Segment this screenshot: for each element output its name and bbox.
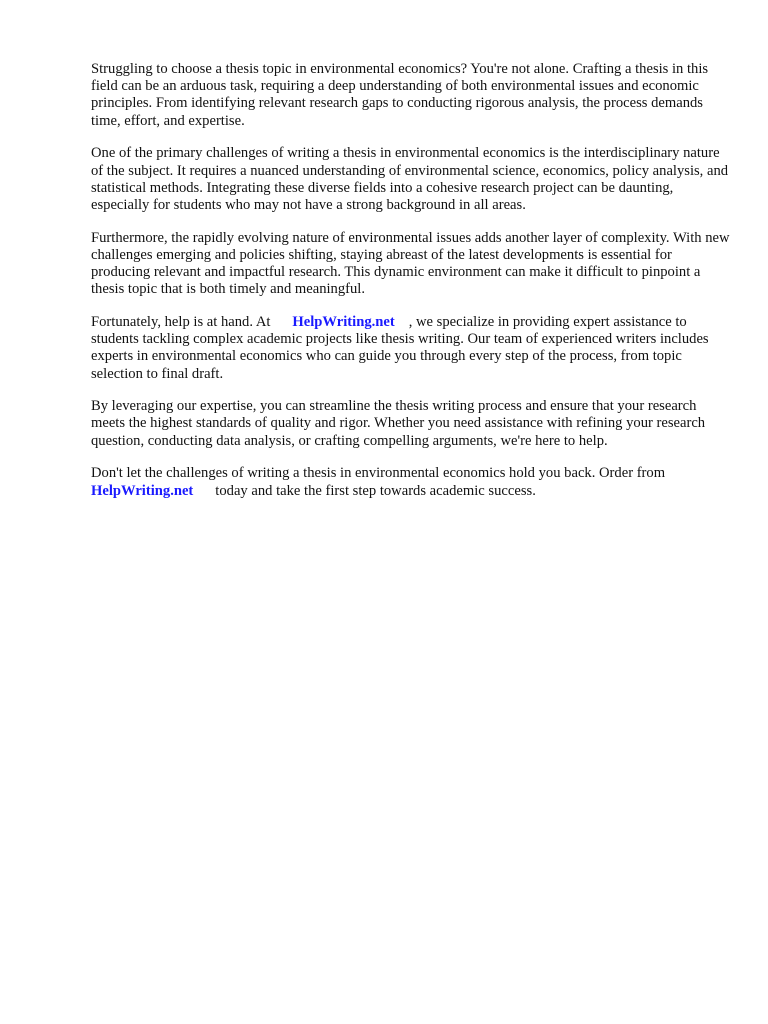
paragraph-intro: Struggling to choose a thesis topic in environmental economics? You're not alone. Crafting a thesis in this field can be an arduous task, requiring a deep understanding of both environmental issues and economic principles. From identifying relevant research gaps to conducting rigorous analysis, the process demands time, effort, and expertise.	[91, 61, 709, 129]
document-page	[91, 61, 731, 515]
paragraph-cta-text-before: Don't let the challenges of writing a thesis in environmental economics hold you back. Order from	[91, 465, 666, 482]
paragraph-help	[91, 314, 731, 383]
paragraph-help-text-before: Fortunately, help is at hand. At	[91, 313, 271, 330]
helpwriting-link-order[interactable]: HelpWriting.net	[91, 482, 194, 499]
paragraph-challenges: One of the primary challenges of writing a thesis in environmental economics is the interdisciplinary nature of the subject. It requires a nuanced understanding of environmental science, economics, policy analysis, and statistical methods. Integrating these diverse fields into a cohesive research project can be daunting, especially for students who may not have a strong background in all areas.	[91, 145, 729, 213]
paragraph-expertise: By leveraging our expertise, you can streamline the thesis writing process and ensure that your research meets the highest standards of quality and rigor. Whether you need assistance with refining your research question, conducting data analysis, or crafting compelling arguments, we're here to help.	[91, 398, 706, 449]
paragraph-cta-text-after: today and take the first step towards academic success.	[215, 482, 536, 499]
paragraph-call-to-action	[91, 465, 731, 499]
helpwriting-link[interactable]: HelpWriting.net	[292, 313, 395, 330]
paragraph-help-text-after: , we specialize in providing expert assistance to students tackling complex academic projects like thesis writing. Our team of experienced writers includes experts in environmental economics who can guide you through every step of the process, from topic selection to final draft.	[91, 313, 709, 382]
paragraph-complexity: Furthermore, the rapidly evolving nature of environmental issues adds another layer of complexity. With new challenges emerging and policies shifting, staying abreast of the latest developments is essential for producing relevant and impactful research. This dynamic environment can make it difficult to pinpoint a thesis topic that is both timely and meaningful.	[91, 229, 730, 298]
